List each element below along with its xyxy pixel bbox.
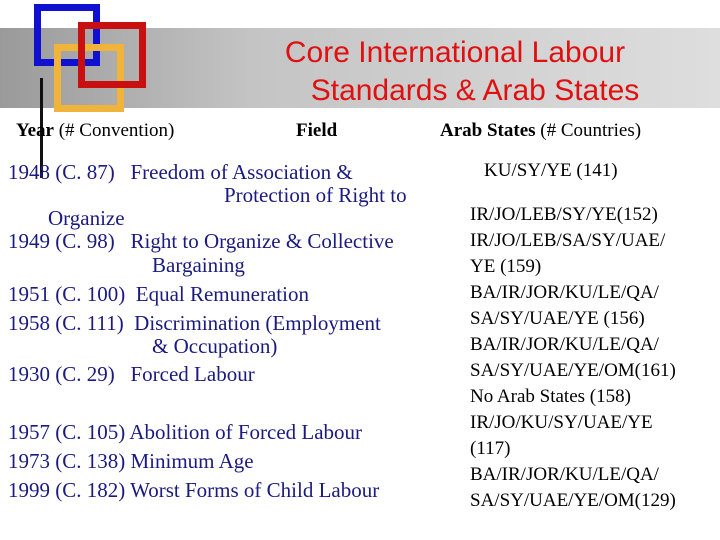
right-line [470,436,510,461]
left-line [8,160,353,185]
left-line [8,420,362,445]
header-arab-rest: (# Countries) [535,120,642,141]
right-line [470,306,645,331]
left-line-2: Organize [48,206,125,230]
left-line-0: 1948 (C. 87) Freedom of Association & [8,160,353,184]
left-line [8,311,381,336]
title-line-1: Core International Labour [284,36,626,69]
right-line [470,228,665,253]
left-line-5: 1951 (C. 100) Equal Remuneration [8,282,309,306]
right-line [470,462,659,487]
slide-title [200,34,710,110]
right-line [470,280,659,305]
header-year-bold: Year [16,120,54,141]
right-line-10: (117) [470,438,511,459]
right-line [470,254,541,279]
header-year-rest: (# Convention) [53,120,175,141]
right-line-3: YE (159) [470,256,542,277]
right-line [470,202,658,227]
right-line-9: IR/JO/KU/SY/UAE/YE [470,412,653,433]
left-line [224,183,407,208]
left-line-9: 1957 (C. 105) Abolition of Forced Labour [8,420,363,444]
right-line-4: BA/IR/JOR/KU/LE/QA/ [470,282,659,303]
left-line [8,362,255,387]
right-line-7: SA/SY/UAE/YE/OM(161) [470,360,676,381]
right-line [470,332,659,357]
left-line [152,334,277,359]
title-line-2: Standards & Arab States [310,74,640,107]
left-line-11: 1999 (C. 182) Worst Forms of Child Labour [8,478,380,502]
right-line [484,158,618,183]
left-line [8,282,309,307]
header-arab-bold: Arab States [440,120,536,141]
red-square-decoration [78,22,146,88]
right-line-6: BA/IR/JOR/KU/LE/QA/ [470,334,659,355]
header-field-bold: Field [296,120,338,141]
left-line [8,478,379,503]
left-line-7: & Occupation) [152,334,278,358]
right-line-1: IR/JO/LEB/SY/YE(152) [470,204,658,225]
header-field [296,120,337,142]
right-line [470,358,676,383]
header-arab-states [440,120,641,142]
left-line-4: Bargaining [152,253,245,277]
left-line-6: 1958 (C. 111) Discrimination (Employment [8,311,381,335]
right-line [470,488,676,513]
right-line-12: SA/SY/UAE/YE/OM(129) [470,490,676,511]
left-line [48,206,125,231]
left-line-8: 1930 (C. 29) Forced Labour [8,362,255,386]
right-line-11: BA/IR/JOR/KU/LE/QA/ [470,464,659,485]
right-line-2: IR/JO/LEB/SA/SY/UAE/ [470,230,666,251]
left-line [152,253,245,278]
right-line-8: No Arab States (158) [470,386,631,407]
right-line [470,410,653,435]
left-line-10: 1973 (C. 138) Minimum Age [8,449,254,473]
left-line [8,229,394,254]
left-line [8,449,254,474]
right-line-5: SA/SY/UAE/YE (156) [470,308,645,329]
right-line [470,384,631,409]
left-line-1: Protection of Right to [224,183,407,207]
right-line-0: KU/SY/YE (141) [484,160,618,181]
header-year [16,120,174,142]
left-line-3: 1949 (C. 98) Right to Organize & Collective [8,229,394,253]
